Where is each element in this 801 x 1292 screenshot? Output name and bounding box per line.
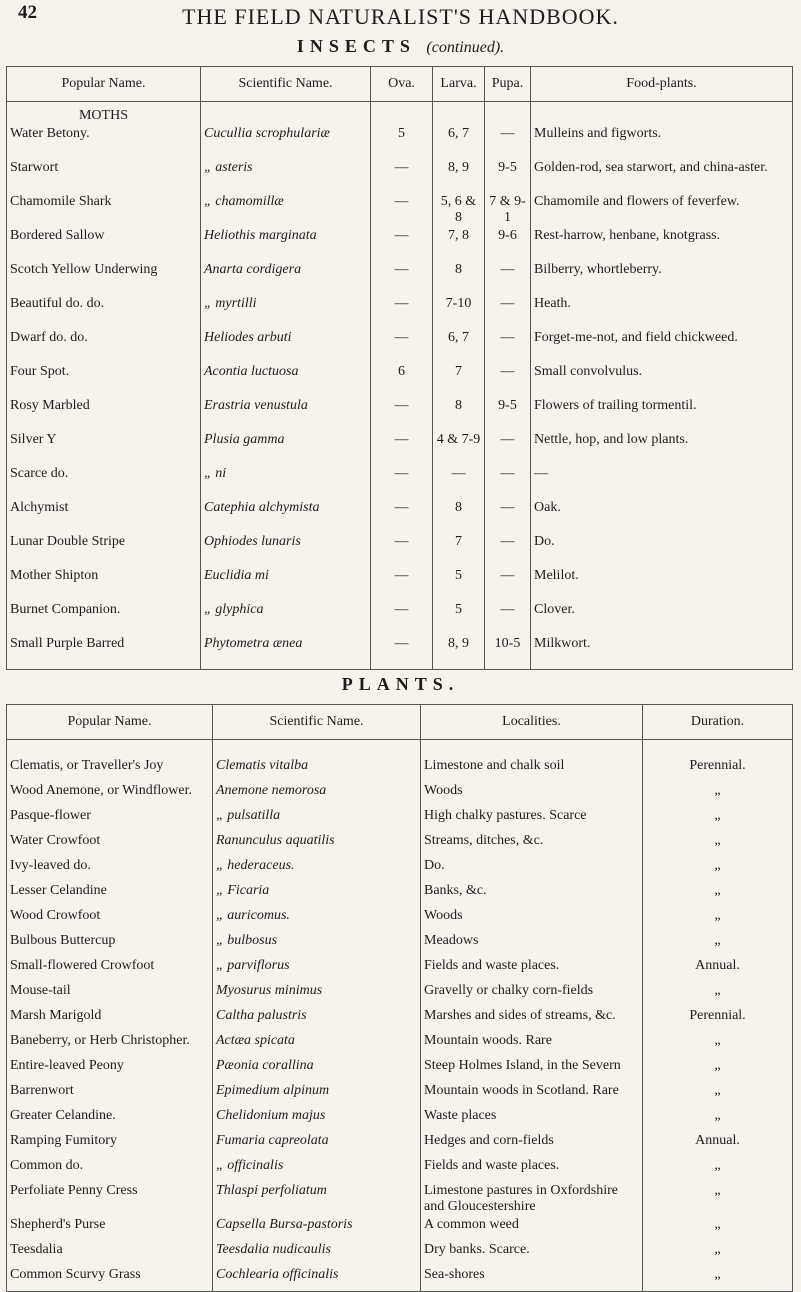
cell-scientific: Pæonia corallina [213,1057,421,1082]
cell-scientific: Myosurus minimus [213,982,421,1007]
cell-scientific: Chelidonium majus [213,1107,421,1132]
header-popular-name: Popular Name. [7,67,201,102]
cell-pupa: 9-5 [485,397,531,431]
cell-larva: 6, 7 [433,329,485,363]
cell-popular: Barrenwort [7,1082,213,1107]
cell-popular: Four Spot. [7,363,201,397]
cell-localities: Steep Holmes Island, in the Severn [421,1057,643,1082]
cell-scientific: Cucullia scrophulariæ [201,125,371,159]
cell-localities: Fields and waste places. [421,1157,643,1182]
cell-scientific: „ pulsatilla [213,807,421,832]
cell-pupa: 10-5 [485,635,531,670]
cell-popular: Teesdalia [7,1241,213,1266]
cell-larva: 5, 6 & 8 [433,193,485,227]
cell-scientific: Thlaspi perfoliatum [213,1182,421,1216]
table-row [7,295,793,329]
cell-duration: „ [643,882,793,907]
cell-localities: Woods [421,907,643,932]
cell-duration: Annual. [643,957,793,982]
cell-popular: Starwort [7,159,201,193]
cell-scientific: Ophiodes lunaris [201,533,371,567]
table-row [7,882,793,907]
cell-pupa: — [485,567,531,601]
cell-pupa: — [485,499,531,533]
cell-ova: — [371,227,433,261]
header-localities: Localities. [421,705,643,740]
cell-popular: Burnet Companion. [7,601,201,635]
header-food-plants: Food-plants. [531,67,793,102]
cell-localities: Fields and waste places. [421,957,643,982]
cell-duration: „ [643,1032,793,1057]
cell-duration: „ [643,1057,793,1082]
cell-scientific: „ chamomillæ [201,193,371,227]
cell-food: Golden-rod, sea starwort, and china-aster. [531,159,793,193]
cell-localities: Mountain woods in Scotland. Rare [421,1082,643,1107]
cell-scientific: Fumaria capreolata [213,1132,421,1157]
header-duration: Duration. [643,705,793,740]
cell-popular: Mother Shipton [7,567,201,601]
cell-larva: 7-10 [433,295,485,329]
table-row [7,740,793,783]
cell-food: Flowers of trailing tormentil. [531,397,793,431]
header-popular-name: Popular Name. [7,705,213,740]
cell-scientific: Capsella Bursa-pastoris [213,1216,421,1241]
table-row [7,1007,793,1032]
cell-ova: — [371,261,433,295]
table-row [7,465,793,499]
cell-ova: — [371,295,433,329]
running-head: THE FIELD NATURALIST'S HANDBOOK. [182,4,619,29]
cell-pupa: 9-6 [485,227,531,261]
cell-localities: Gravelly or chalky corn-fields [421,982,643,1007]
table-row [7,907,793,932]
plants-body [7,740,793,1292]
cell-ova: — [371,601,433,635]
cell-popular: Lunar Double Stripe [7,533,201,567]
insects-continued: (continued). [426,39,505,56]
table-row [7,193,793,227]
cell-duration: „ [643,1082,793,1107]
page-number: 42 [18,2,37,23]
cell-pupa: — [485,533,531,567]
cell-localities: Marshes and sides of streams, &c. [421,1007,643,1032]
cell-pupa: — [485,601,531,635]
cell-popular: Greater Celandine. [7,1107,213,1132]
cell-popular: Water Crowfoot [7,832,213,857]
cell-ova: — [371,431,433,465]
table-row [7,932,793,957]
cell-pupa: 7 & 9-1 [485,193,531,227]
cell-larva: 4 & 7-9 [433,431,485,465]
cell-larva: 7 [433,533,485,567]
cell-popular: Entire-leaved Peony [7,1057,213,1082]
cell-ova: 6 [371,363,433,397]
cell-duration: „ [643,1241,793,1266]
table-row [7,125,793,159]
table-row [7,261,793,295]
cell-scientific: Plusia gamma [201,431,371,465]
cell-food: Forget-me-not, and field chickweed. [531,329,793,363]
cell-localities: Mountain woods. Rare [421,1032,643,1057]
cell-ova: — [371,499,433,533]
table-row [7,601,793,635]
header-ova: Ova. [371,67,433,102]
cell-duration: „ [643,1182,793,1216]
table-row [7,227,793,261]
cell-larva: 8 [433,499,485,533]
cell-popular: Silver Y [7,431,201,465]
cell-ova: — [371,329,433,363]
cell-scientific: „ Ficaria [213,882,421,907]
cell-scientific: Catephia alchymista [201,499,371,533]
cell-localities: Streams, ditches, &c. [421,832,643,857]
cell-popular: Alchymist [7,499,201,533]
cell-scientific: Acontia luctuosa [201,363,371,397]
cell-duration: „ [643,907,793,932]
cell-food: Mulleins and figworts. [531,125,793,159]
table-row [7,431,793,465]
cell-ova: — [371,159,433,193]
cell-larva: — [433,465,485,499]
cell-duration: „ [643,982,793,1007]
table-row [7,782,793,807]
cell-larva: 8 [433,397,485,431]
cell-food: Do. [531,533,793,567]
cell-popular: Scotch Yellow Underwing [7,261,201,295]
table-row [7,635,793,670]
cell-popular: Small Purple Barred [7,635,201,670]
cell-pupa: — [485,363,531,397]
cell-localities: Waste places [421,1107,643,1132]
table-row [7,499,793,533]
cell-scientific: Euclidia mi [201,567,371,601]
cell-popular: Dwarf do. do. [7,329,201,363]
table-row [7,1216,793,1241]
cell-food: Bilberry, whortleberry. [531,261,793,295]
insects-title-text: INSECTS [296,36,416,56]
cell-duration: Annual. [643,1132,793,1157]
table-row [7,363,793,397]
table-row [7,1057,793,1082]
cell-pupa: — [485,261,531,295]
cell-scientific: „ glyphica [201,601,371,635]
cell-localities: Banks, &c. [421,882,643,907]
cell-larva: 8, 9 [433,159,485,193]
cell-popular: Common do. [7,1157,213,1182]
cell-popular: Perfoliate Penny Cress [7,1182,213,1216]
cell-popular: Ramping Fumitory [7,1132,213,1157]
cell-localities: High chalky pastures. Scarce [421,807,643,832]
plants-title: PLANTS. [341,674,460,694]
table-row [7,1032,793,1057]
cell-localities: Do. [421,857,643,882]
cell-localities: Meadows [421,932,643,957]
cell-larva: 5 [433,601,485,635]
cell-duration: „ [643,782,793,807]
table-row [7,982,793,1007]
cell-duration: „ [643,1157,793,1182]
cell-duration: „ [643,832,793,857]
cell-food: Chamomile and flowers of feverfew. [531,193,793,227]
cell-popular: Water Betony. [7,125,201,159]
table-row [7,1132,793,1157]
table-row [7,1082,793,1107]
table-row [7,807,793,832]
cell-ova: — [371,193,433,227]
cell-pupa: — [485,465,531,499]
cell-popular: Beautiful do. do. [7,295,201,329]
cell-larva: 8, 9 [433,635,485,670]
header-pupa: Pupa. [485,67,531,102]
cell-popular: Pasque-flower [7,807,213,832]
cell-scientific: Actæa spicata [213,1032,421,1057]
cell-duration: „ [643,932,793,957]
cell-food: Milkwort. [531,635,793,670]
cell-localities: Limestone and chalk soil [421,740,643,783]
table-row [7,533,793,567]
cell-duration: Perennial. [643,1007,793,1032]
cell-scientific: Cochlearia officinalis [213,1266,421,1292]
cell-scientific: Anemone nemorosa [213,782,421,807]
cell-food: Clover. [531,601,793,635]
header-scientific-name: Scientific Name. [201,67,371,102]
cell-scientific: „ auricomus. [213,907,421,932]
cell-scientific: Anarta cordigera [201,261,371,295]
cell-scientific: „ asteris [201,159,371,193]
table-row [7,957,793,982]
cell-localities: Hedges and corn-fields [421,1132,643,1157]
table-row [7,567,793,601]
cell-popular: Common Scurvy Grass [7,1266,213,1292]
cell-ova: 5 [371,125,433,159]
cell-duration: „ [643,1107,793,1132]
table-row [7,832,793,857]
cell-popular: Lesser Celandine [7,882,213,907]
cell-localities: Woods [421,782,643,807]
cell-popular: Bulbous Buttercup [7,932,213,957]
cell-ova: — [371,635,433,670]
cell-localities: Dry banks. Scarce. [421,1241,643,1266]
cell-popular: Shepherd's Purse [7,1216,213,1241]
cell-ova: — [371,465,433,499]
cell-popular: Marsh Marigold [7,1007,213,1032]
cell-food: Small convolvulus. [531,363,793,397]
cell-popular: Wood Crowfoot [7,907,213,932]
cell-scientific: „ hederaceus. [213,857,421,882]
cell-pupa: 9-5 [485,159,531,193]
cell-popular: Baneberry, or Herb Christopher. [7,1032,213,1057]
cell-popular: Chamomile Shark [7,193,201,227]
cell-food: Rest-harrow, henbane, knotgrass. [531,227,793,261]
cell-scientific: Teesdalia nudicaulis [213,1241,421,1266]
moths-group-label: MOTHS [7,102,201,126]
cell-scientific: „ ni [201,465,371,499]
cell-popular: Mouse-tail [7,982,213,1007]
cell-ova: — [371,567,433,601]
cell-scientific: Phytometra ænea [201,635,371,670]
cell-pupa: — [485,295,531,329]
cell-food: Heath. [531,295,793,329]
cell-larva: 5 [433,567,485,601]
cell-larva: 7, 8 [433,227,485,261]
cell-larva: 8 [433,261,485,295]
cell-popular: Ivy-leaved do. [7,857,213,882]
cell-pupa: — [485,431,531,465]
cell-popular: Small-flowered Crowfoot [7,957,213,982]
table-row [7,329,793,363]
plants-table [6,704,793,1292]
table-row [7,857,793,882]
cell-food: Nettle, hop, and low plants. [531,431,793,465]
table-row [7,159,793,193]
cell-food: — [531,465,793,499]
cell-localities: Limestone pastures in Oxfordshire and Gloucestershire [421,1182,643,1216]
insects-table [6,66,793,670]
table-row [7,1241,793,1266]
cell-localities: Sea-shores [421,1266,643,1292]
cell-popular: Rosy Marbled [7,397,201,431]
cell-duration: „ [643,1216,793,1241]
cell-scientific: „ officinalis [213,1157,421,1182]
cell-scientific: Clematis vitalba [213,740,421,783]
cell-scientific: „ parviflorus [213,957,421,982]
header-scientific-name: Scientific Name. [213,705,421,740]
table-row [7,1266,793,1292]
cell-food: Melilot. [531,567,793,601]
header-larva: Larva. [433,67,485,102]
cell-popular: Scarce do. [7,465,201,499]
table-row [7,1157,793,1182]
cell-scientific: „ myrtilli [201,295,371,329]
table-row [7,1182,793,1216]
cell-food: Oak. [531,499,793,533]
cell-scientific: Erastria venustula [201,397,371,431]
cell-scientific: Caltha palustris [213,1007,421,1032]
table-row [7,397,793,431]
cell-scientific: „ bulbosus [213,932,421,957]
cell-popular: Clematis, or Traveller's Joy [7,740,213,783]
table-row [7,1107,793,1132]
cell-popular: Bordered Sallow [7,227,201,261]
cell-scientific: Heliodes arbuti [201,329,371,363]
cell-popular: Wood Anemone, or Windflower. [7,782,213,807]
cell-duration: Perennial. [643,740,793,783]
insects-title [0,36,801,57]
cell-pupa: — [485,125,531,159]
cell-pupa: — [485,329,531,363]
cell-duration: „ [643,807,793,832]
cell-duration: „ [643,1266,793,1292]
insects-body [7,102,793,670]
cell-ova: — [371,533,433,567]
cell-larva: 7 [433,363,485,397]
cell-larva: 6, 7 [433,125,485,159]
cell-ova: — [371,397,433,431]
cell-scientific: Heliothis marginata [201,227,371,261]
cell-scientific: Ranunculus aquatilis [213,832,421,857]
cell-duration: „ [643,857,793,882]
cell-localities: A common weed [421,1216,643,1241]
cell-scientific: Epimedium alpinum [213,1082,421,1107]
